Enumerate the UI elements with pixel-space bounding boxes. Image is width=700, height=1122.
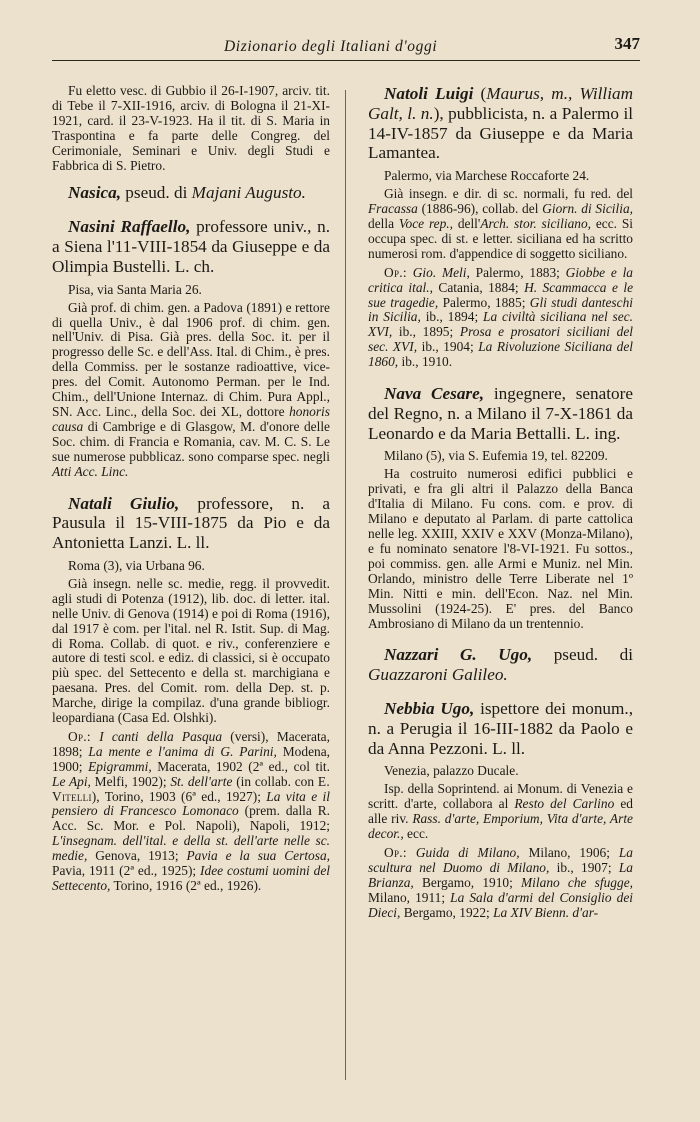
address: Pisa, via Santa Maria 26. [68, 281, 202, 297]
page-header [52, 34, 640, 61]
address: Palermo, via Marchese Roccaforte 24. [384, 168, 590, 184]
entry-nasica: Nasica, pseud. di Majani Augusto. [68, 183, 306, 203]
entry-nebbia: Nebbia Ugo, ispettore dei monum., n. a Perugia il 16-III-1882 da Paolo e da Anna Pezzoni. L. ll. Venezia, palazzo Ducale. Isp. della Soprintend. ai Monum. di Venezia e scritt. d'arte, collabora al Resto del Carlino ed alle riv. Rass. d'arte, Emporium, Vita d'arte, Arte decor., ecc. Op.: Guida di Milano, Milano, 1906; La scultura nel Duomo di Milano, ib., 1907; La Brianza, Bergamo, 1910; Milano che sfugge, Milano, 1911; La Sala d'armi del Consiglio dei Dieci, Bergamo, 1922; La XIV Bienn. d'ar- [368, 699, 633, 920]
entry-body: Già insegn. e dir. di sc. normali, fu red. del Fracassa (1886-96), collab. del Giorn. di Sicilia, della Voce rep., dell'Arch. stor. siciliano, ecc. Si occupa spec. di st. e letter. siciliana ed ha scritto numerosi rom. d'appendice di soggetto siciliano. [368, 186, 633, 261]
entry-body: Già insegn. nelle sc. medie, regg. il provvedit. agli studi di Potenza (1912), lib. doc. di letter. ital. nelle Univ. di Genova (1914) e poi di Roma (1916), dal 1917 è com. per l'ital. nel R. Istit. Sup. di Mag. di Roma. Collab. di quot. e riv., conferenziere e autore di testi scol. e ediz. di classici, si è occupato più spec. del Settecento e della st. marchigiana e paesana. Pres. del Comit. rom. della Dep. st. p. Marche, dirige la compilaz. d'una grande bibliogr. leopardiana (Casa Ed. Olshki). [52, 575, 330, 726]
works-list: Op.: Gio. Meli, Palermo, 1883; Giobbe e la critica ital., Catania, 1884; H. Scammacca e le sue tragedie, Palermo, 1885; Gli studi danteschi in Sicilia, ib., 1894; La civiltà siciliana nel sec. XVI, ib., 1895; Prosa e prosatori siciliani del sec. XVI, ib., 1904; La Rivoluzione Siciliana del 1860, ib., 1910. [368, 264, 634, 370]
entry-body: Ha costruito numerosi edifici pubblici e privati, e fra gli altri il Palazzo della Banca d'Italia di Milano. Fu cons. com. e prov. di Milano e deputato al Parlam. di parte cattolica nelle leg. XXIII, XXIV e XXV (Monza-Milano), e fu nominato senatore l'8-VI-1921. Fu sottos., poi commiss. gen. alle Armi e Muniz. nel Min. Orlando, ministro delle Terre Liberate nel 1º Min. Nitti e min. dell'Econ. Naz. nel Min. Mussolini (1924-25). E' pres. del Banco Ambrosiano di Milano da un trentennio. [368, 466, 633, 631]
works-list: Op.: Guida di Milano, Milano, 1906; La scultura nel Duomo di Milano, ib., 1907; La Brianza, Bergamo, 1910; Milano che sfugge, Milano, 1911; La Sala d'armi del Consiglio dei Dieci, Bergamo, 1922; La XIV Bienn. d'ar- [368, 845, 633, 920]
left-column [52, 84, 330, 894]
entry-natali: Natali Giulio, professore, n. a Pausula il 15-VIII-1875 da Pio e da Antonietta Lanzi. L. ll. Roma (3), via Urbana 96. Già insegn. nelle sc. medie, regg. il provvedit. agli studi di Potenza (1912), lib. doc. di letter. ital. nelle Univ. di Genova (1914) e poi di Roma (1916), dal 1917 è com. per l'ital. nel R. Istit. Sup. di Mag. di Roma. Collab. di quot. e riv., conferenziere e autore di testi scol. e ediz. di classici, si è occupato più spec. del Settecento e della st. marchigiana e paesana. Pres. del Comit. rom. della Dep. st. p. Marche, dirige la compilaz. d'una grande bibliogr. leopardiana (Casa Ed. Olshki). Op.: I canti della Pasqua (versi), Macerata, 1898; La mente e l'anima di G. Parini, Modena, 1900; Epigrammi, Macerata, 1902 (2ª ed., col tit. Le Api, Melfi, 1902); St. dell'arte (in collab. con E. Vitelli), Torino, 1903 (6ª ed., 1927); La vita e il pensiero di Francesco Lomonaco (prem. dalla R. Acc. Sc. Mor. e Pol. Napoli), Napoli, 1912; L'insegnam. dell'ital. e della st. dell'arte nelle sc. medie, Genova, 1913; Pavia e la sua Certosa, Pavia, 1911 (2ª ed., 1925); Idee costumi uomini del Settecento, Torino, 1916 (2ª ed., 1926). [52, 493, 331, 894]
entry-natoli: Natoli Luigi (Maurus, m., William Galt, l. n.), pubblicista, n. a Palermo il 14-IV-1857 da Giuseppe e da Maria Lamantea. Palermo, via Marchese Roccaforte 24. Già insegn. e dir. di sc. normali, fu red. del Fracassa (1886-96), collab. del Giorn. di Sicilia, della Voce rep., dell'Arch. stor. siciliano, ecc. Si occupa spec. di st. e letter. siciliana ed ha scritto numerosi rom. d'appendice di soggetto siciliano. Op.: Gio. Meli, Palermo, 1883; Giobbe e la critica ital., Catania, 1884; H. Scammacca e le sue tragedie, Palermo, 1885; Gli studi danteschi in Sicilia, ib., 1894; La civiltà siciliana nel sec. XVI, ib., 1895; Prosa e prosatori siciliani del sec. XVI, ib., 1904; La Rivoluzione Siciliana del 1860, ib., 1910. [368, 84, 634, 370]
address: Milano (5), via S. Eufemia 19, tel. 82209. [384, 448, 608, 464]
right-column [368, 84, 633, 921]
entry-name: Natoli Luigi [384, 84, 474, 103]
column-divider [345, 90, 346, 1080]
entry-name: Nasica, [68, 183, 121, 203]
entry-body: Isp. della Soprintend. ai Monum. di Venezia e scritt. d'arte, collabora al Resto del Carlino ed alle riv. Rass. d'arte, Emporium, Vita d'arte, Arte decor., ecc. [368, 781, 633, 842]
running-title: Dizionario degli Italiani d'oggi [224, 38, 438, 55]
entry-name: Nava Cesare, [384, 384, 485, 404]
entry-continuation: Fu eletto vesc. di Gubbio il 26-I-1907, arciv. tit. di Tebe il 7-XII-1916, arciv. di Bologna il 21-XI-1921, card. il 23-V-1923. Ha il tit. di S. Maria in Traspontina e fa parte delle Congreg. del Cerimoniale, Seminari e Univ. degli Studi e Fabbrica di S. Pietro. [52, 83, 330, 173]
entry-name: Nasini Raffaello, [68, 217, 191, 237]
entry-nasini: Nasini Raffaello, professore univ., n. a Siena l'11-VIII-1854 da Giuseppe e da Olimpia Bustelli. L. ch. Pisa, via Santa Maria 26. Già prof. di chim. gen. a Padova (1891) e rettore di quella Univ., è dal 1906 prof. di chim. gen. nell'Univ. di Pisa. Già pres. della Soc. it. per il progresso delle Sc. e dell'Ass. Ital. di Chim., è pres. della Commiss. per le sostanze radioattive, vice-pres. del Comit. Autonomo Perman. per le Ind. Chim., dell'Unione Internaz. di Chim. Pura Appl., SN. Acc. Linc., della Soc. dei XL, dottore honoris causa di Cambrige e di Glasgow, M. d'onore delle Soc. chim. di Francia e Romania, cav. M. C. S. Le sue numerose pubblicaz. sono comparse spec. negli Atti Acc. Linc. [52, 217, 330, 479]
entry-body: Già prof. di chim. gen. a Padova (1891) e rettore di quella Univ., è dal 1906 prof. di chim. gen. nell'Univ. di Pisa. Già pres. della Soc. it. per il progresso delle Sc. e dell'Ass. Ital. di Chim., è pres. della Commiss. per le sostanze radioattive, vice-pres. del Comit. Autonomo Perman. per le Ind. Chim., dell'Unione Internaz. di Chim. Pura Appl., SN. Acc. Linc., della Soc. dei XL, dottore honoris causa di Cambrige e di Glasgow, M. d'onore delle Soc. chim. di Francia e Romania, cav. M. C. S. Le sue numerose pubblicaz. sono comparse spec. negli Atti Acc. Linc. [52, 299, 330, 479]
entry-name: Nazzari G. Ugo, [384, 645, 533, 665]
address: Venezia, palazzo Ducale. [384, 763, 519, 779]
works-list: Op.: I canti della Pasqua (versi), Macerata, 1898; La mente e l'anima di G. Parini, Modena, 1900; Epigrammi, Macerata, 1902 (2ª ed., col tit. Le Api, Melfi, 1902); St. dell'arte (in collab. con E. Vitelli), Torino, 1903 (6ª ed., 1927); La vita e il pensiero di Francesco Lomonaco (prem. dalla R. Acc. Sc. Mor. e Pol. Napoli), Napoli, 1912; L'insegnam. dell'ital. e della st. dell'arte nelle sc. medie, Genova, 1913; Pavia e la sua Certosa, Pavia, 1911 (2ª ed., 1925); Idee costumi uomini del Settecento, Torino, 1916 (2ª ed., 1926). [52, 728, 331, 894]
entry-nava: Nava Cesare, ingegnere, senatore del Regno, n. a Milano il 7-X-1861 da Leonardo e da Maria Bettalli. L. ing. Milano (5), via S. Eufemia 19, tel. 82209. Ha costruito numerosi edifici pubblici e privati, e fra gli altri il Palazzo della Banca d'Italia di Milano. Fu cons. com. e prov. di Milano e deputato al Parlam. di parte cattolica nelle leg. XXIII, XXIV e XXV (Monza-Milano), e fu nominato senatore l'8-VI-1921. Fu sottos., poi commiss. gen. alle Armi e Muniz. nel Min. Orlando, ministro delle Terre Liberate nel 1º Min. Nitti e min. dell'Econ. Naz. nel Min. Mussolini (1924-25). E' pres. del Banco Ambrosiano di Milano da un trentennio. [368, 384, 633, 631]
entry-name: Nebbia Ugo, [384, 699, 475, 719]
page-number: 347 [614, 34, 640, 53]
entry-name: Natali Giulio, [68, 493, 180, 513]
entry-nazzari: Nazzari G. Ugo, pseud. di Guazzaroni Galileo. [368, 645, 633, 685]
address: Roma (3), via Urbana 96. [68, 557, 205, 573]
